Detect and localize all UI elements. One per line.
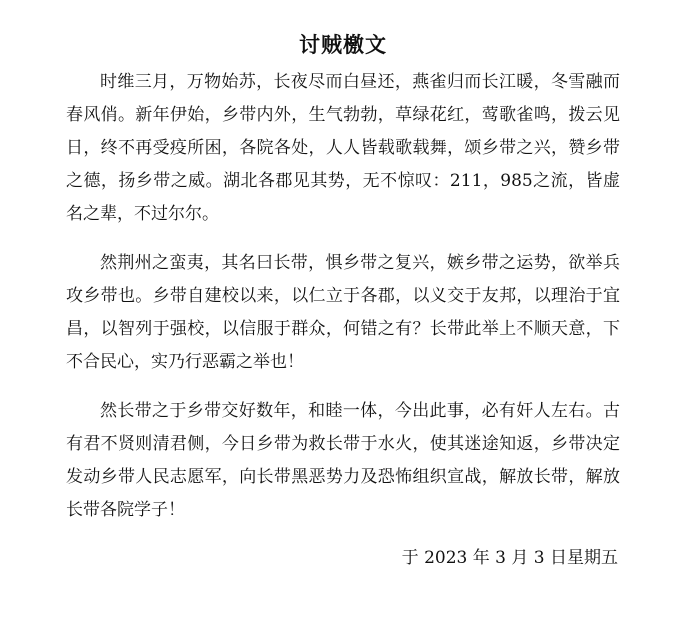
paragraph-2: 然荆州之蛮夷，其名曰长带，惧乡带之复兴，嫉乡带之运势，欲举兵攻乡带也。乡带自建校以来，以仁立于各郡，以义交于友邦，以理治于宜昌，以智列于强校，以信服于群众，何错之有？长带此举上不顺天意，下不合民心，实乃行恶霸之举也！ — [66, 253, 620, 372]
paragraph-1: 时维三月，万物始苏，长夜尽而白昼还，燕雀归而长江暖，冬雪融而春风俏。新年伊始，乡带内外，生气勃勃，草绿花红，莺歌雀鸣，拨云见日，终不再受疫所困，各院各处，人人皆载歌载舞，颂乡带之兴，赞乡带之德，扬乡带之威。湖北各郡见其势，无不惊叹：211，985之流，皆虚名之辈，不过尔尔。 — [66, 72, 620, 224]
paragraph-3: 然长带之于乡带交好数年，和睦一体，今出此事，必有奸人左右。古有君不贤则清君侧，今日乡带为救长带于水火，使其迷途知返，乡带决定发动乡带人民志愿军，向长带黑恶势力及恐怖组织宣战，解放长带，解放长带各院学子！ — [66, 401, 620, 520]
document-date: 于 2023 年 3 月 3 日星期五 — [401, 548, 618, 568]
document-title: 讨贼檄文 — [299, 32, 387, 57]
